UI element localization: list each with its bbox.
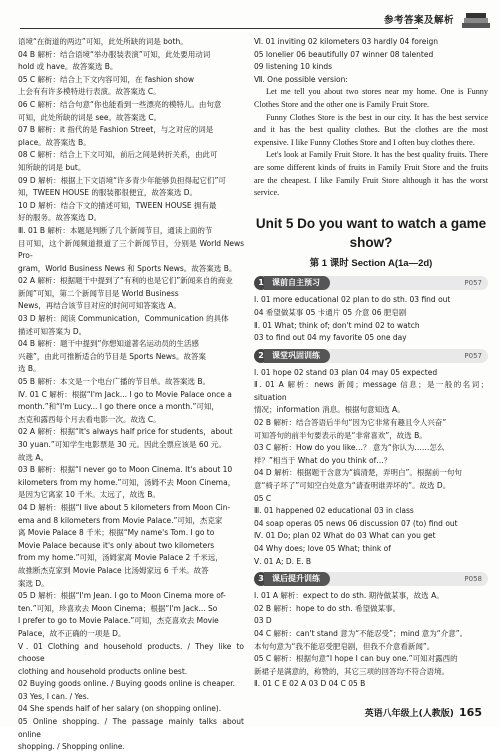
answer-line: 04 Why does; love 05 What; think of (254, 544, 391, 553)
section-header-preview (254, 276, 488, 290)
answer-line: 本句句意为“我不能忍受肥皂剧，但我不介意看新闻”。 (254, 641, 435, 651)
answer-line: 好的服务。故答案选 D。 (18, 213, 102, 223)
answer-line: 04 D 解析：根据“I live about 5 kilometers from Moon Cin- (18, 502, 231, 512)
answer-line: Ⅲ. 01 B 解析：本题是判断了几个新闻节目，通读上面的节 (18, 225, 213, 235)
answer-line: Palace，故不正确的一项是 D。 (18, 628, 126, 638)
answer-line: 样？”相当于 What do you think of…？ (254, 455, 392, 465)
answer-line: 可知答句的前半句要表示的是“非常喜欢”，故选 B。 (254, 430, 427, 440)
answer-line: Ⅲ. 01 happened 02 educational 03 in class (254, 506, 414, 516)
section-header-class (254, 349, 488, 363)
footer-book: 英语八年级上(人教版) (364, 709, 454, 719)
answer-line: 05 Online shopping. / The passage mainly talks about online (18, 717, 244, 739)
answer-line: 03 Yes, I can. / Yes. (18, 691, 90, 701)
answer-line: gram，World Business News 和 Sports News。故答案选 B。 (18, 263, 237, 273)
answer-line: 故选 A。 (18, 452, 49, 462)
answer-line: 02 A 解析：根据“It's always half price for students，about (18, 427, 233, 437)
answer-line: 07 B 解析：it 指代的是 Fashion Street，与之对应的词是 (18, 125, 214, 135)
answer-line: 描述可知答案为 D。 (18, 326, 87, 336)
answer-line: 06 C 解析：结合句意“你也能看到一些漂亮的模特儿。由句意 (18, 99, 222, 109)
answer-line: Ⅰ. 01 hope 02 stand 03 plan 04 may 05 expected (254, 367, 438, 377)
answer-line: 情况；information 消息。根据句意知选 A。 (254, 405, 405, 415)
answer-line: 08 C 解析：结合上下文可知，前后之间是转折关系，由此可 (18, 150, 218, 160)
footer-page-number: 165 (459, 706, 482, 719)
essay-paragraph: Let's look at Family Fruit Store. It has the best quality fruits. There are some different kinds of fruits in Family Fruit Store and the fruits are the cheapest. I like Family Fruit Store although it has the worst service. (254, 150, 488, 198)
answer-line: 意“椅子坏了”可知空白处意为“请查明谁弄坏的”。故选 D。 (254, 481, 451, 491)
section-number: 1 (254, 276, 268, 290)
answer-line: 杰克和露西每个月去看电影一次。故选 C。 (18, 414, 161, 424)
answer-line: 故推断杰克家到 Movie Palace 比汤姆家远 6 千米。故答 (18, 565, 209, 575)
answer-line: 05 C 解析：根据句意“I hope I can buy one.”可知对露西的 (254, 654, 458, 664)
answer-line: Ⅴ. 01 A; D. E. B (254, 556, 312, 566)
answer-line: 30 yuan.”可知学生电影票是 30 元。因此全票应该是 60 元。 (18, 440, 226, 449)
header-rule (20, 28, 418, 29)
answer-line: News，再结合该节目对应的时间可知答案选 A。 (18, 301, 181, 311)
answer-line: 是因为它离家 10 千米。太远了，故选 B。 (18, 490, 160, 500)
answer-line: Ⅱ. 01 C E 02 A 03 D 04 C 05 B (254, 679, 366, 689)
answer-line: 05 B 解析：本文是一个电台广播的节目单。故答案选 B。 (18, 377, 210, 387)
section-number: 3 (254, 572, 268, 586)
answer-line: 04 She spends half of her salary (on shopping online). (18, 704, 222, 714)
answer-line: 02 B 解析：结合答语后半句“因为它非常有趣且令人兴奋” (254, 418, 447, 428)
answer-line: 04 D 解析：根据题干含意为“搞清楚，弄明白”。根据前一句句 (254, 468, 462, 478)
answer-line: Ⅵ. 01 inviting 02 kilometers 03 hardly 04 foreign (254, 37, 438, 46)
answer-line: Ⅱ. 01 A 解析：news 新闻；message 信息；是一般的名词；situation (254, 380, 488, 402)
right-column (254, 36, 488, 691)
answer-line: 03 B 解析：根据“I never go to Moon Cinema. It's about 10 (18, 465, 233, 475)
answer-line: 知，TWEEN HOUSE 的服装都很便宜，故答案选 D。 (18, 188, 198, 198)
answer-line: Ⅰ. 01 A 解析：expect to do sth. 期待做某事，故选 A。 (254, 591, 444, 601)
answer-line: 选 B。 (18, 364, 41, 374)
answer-line: 新闻”可知，第二个新闻节目是 World Business (18, 288, 179, 298)
answer-line: Ⅳ. 01 C 解析：根据“I'm Jack... I go to Movie Palace once a (18, 389, 232, 399)
answer-line: 04 B 解析：结合语境“举办服装表演”可知，此处要用动词 (18, 49, 211, 59)
answer-line: 可知，此处所缺的词是 see。故答案选 C。 (18, 112, 162, 122)
section-page: P057 (464, 279, 482, 288)
answer-line: 04 soap operas 05 news 06 discussion 07 (to) find out (254, 518, 458, 528)
answer-line: 03 D (254, 616, 272, 626)
answer-line: clothing and household products online best. (18, 666, 188, 676)
section-header-after (254, 572, 488, 586)
answer-line: 案选 D。 (18, 578, 49, 588)
header-title: 参考答案及解析 (383, 15, 454, 26)
answer-line: 10 D 解析：结合下文的描述可知，TWEEN HOUSE 拥有最 (18, 200, 217, 210)
answer-line: 04 C 解析：can't stand 意为“不能忍受”；mind 意为“介意”。 (254, 628, 468, 638)
page-footer (365, 706, 482, 719)
essay-paragraph: Let me tell you about two stores near my home. One is Funny Clothes Store and the other one is Family Fruit Store. (254, 87, 488, 109)
answer-line: 05 lonelier 06 beautifully 07 winner 08 talented (254, 49, 434, 59)
answer-line: Ⅳ. 01 Do; plan 02 What do 03 What can you get (254, 531, 436, 541)
answer-line: 新裙子是满意的，称赞的，其它三项的回答均不符合语境。 (254, 666, 449, 676)
answer-line: 02 B 解析：hope to do sth. 希望做某事。 (254, 603, 401, 613)
answer-line: Ⅱ. 01 What; think of; don't mind 02 to watch (254, 320, 420, 330)
answer-line: ema and 8 kilometers from Movie Palace.”可知，杰克家 (18, 515, 223, 525)
section-label: 课前自主预习 (264, 276, 330, 290)
answer-line: Movie Palace because it's only about two kilometers (18, 540, 215, 550)
answer-line: 04 希望做某事 05 卡通片 05 介意 06 肥皂剧 (254, 307, 407, 317)
answer-line: I prefer to go to Movie Palace.”可知，杰克喜欢去 Movie (18, 616, 219, 626)
answer-line: 05 C 解析：结合上下文内容可知，在 fashion show (18, 74, 195, 84)
answer-line: kilometers from my home.”可知，汤姆不去 Moon Cinema， (18, 477, 236, 487)
answer-line: 目可知，这个新闻频道报道了三个新闻节目，分别是 World News Pro- (18, 238, 244, 261)
answer-line: 上会有有许多模特进行表演。故答案选 C。 (18, 87, 161, 97)
section-label: 课后提升训练 (264, 572, 330, 586)
answer-line: 09 listening 10 kinds (254, 62, 333, 72)
lesson-title: 第 1 课时 Section A(1a—2d) (309, 257, 433, 269)
answer-line: 03 to find out 04 my favorite 05 one day (254, 333, 407, 343)
answer-line: hold 或 have。故答案选 B。 (18, 62, 118, 72)
answer-line: 兴趣”，由此可推断适合的节目是 Sports News。故答案 (18, 351, 206, 361)
answer-line: month.”和“I'm Lucy... I go there once a month.”可知， (18, 402, 219, 412)
section-number: 2 (254, 349, 268, 363)
answer-line: 03 C 解析：How do you like…？ 意为“你认为……怎么 (254, 443, 445, 453)
answer-line: 04 B 解析：题干中提到“你想知道著名运动员的生活感 (18, 339, 199, 349)
answer-line: ten.”可知，珍喜欢去 Moon Cinema；根据“I'm Jack... So (18, 603, 218, 613)
answer-line: 09 D 解析：根据上下文语境“许多青少年能够负担得起它们”可 (18, 175, 226, 185)
answer-line: from my home.”可知，汤姆家离 Movie Palace 2 千米远， (18, 553, 223, 563)
section-label: 课堂巩固训练 (264, 349, 330, 363)
essay-paragraph: Funny Clothes Store is the best in our city. It has the best service and it has the best quality clothes. But the clothes are the most expensive. I like Funny Clothes Store and I often buy clothes there. (254, 112, 488, 147)
answer-line: 语境“在街道的两边”可知，此处所缺的词是 both。 (18, 37, 188, 46)
answer-line: 02 A 解析：根据题干中提到了“有利的也是它们”新闻来自的商业 (18, 276, 233, 286)
answer-line: Ⅴ. 01 Clothing and household products. / They like to choose (18, 641, 244, 664)
answer-line: 05 D 解析：根据“I'm Jean. I go to Moon Cinema more of- (18, 591, 226, 601)
answer-line: 05 C (254, 493, 272, 503)
answer-line: 03 D 解析：阅读 Communication，Communication 的具体 (18, 314, 229, 324)
books-icon (460, 10, 492, 30)
answer-line: shopping. / Shopping online. (18, 742, 125, 752)
answer-line: place。故答案选 B。 (18, 137, 91, 147)
left-column (18, 36, 244, 754)
answer-line: 离 Movie Palace 8 千米；根据“My name's Tom. I go to (18, 528, 215, 538)
answer-line: 知所缺的词是 but。 (18, 162, 86, 172)
answer-line: Ⅰ. 01 more educational 02 plan to do sth. 03 find out (254, 295, 451, 305)
answer-line: Ⅶ. One possible version: (254, 74, 348, 84)
answer-line: 02 Buying goods online. / Buying goods online is cheaper. (18, 679, 235, 689)
unit-title: Unit 5 Do you want to watch a game show? (255, 215, 487, 250)
section-page: P057 (464, 351, 482, 360)
section-page: P058 (464, 575, 482, 584)
